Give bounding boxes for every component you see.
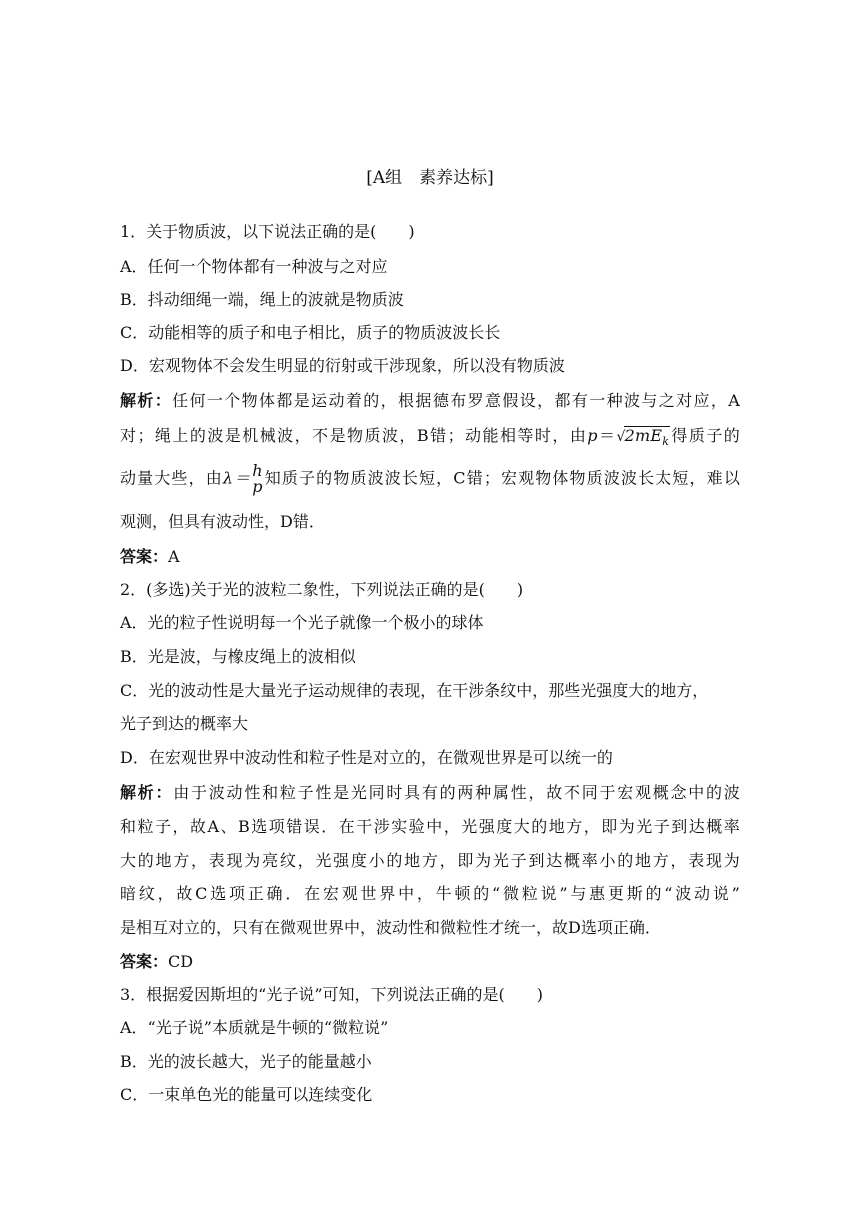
q2-option-d: D．在宏观世界中波动性和粒子性是对立的，在微观世界是可以统一的 [120,748,613,767]
q2-analysis-label: 解析： [120,783,174,802]
q1-analysis-line-2: 对；绳上的波是机械波，不是物质波，B错；动能相等时，由$p=√2mE_k$得质子的 [120,424,740,451]
h-over-p-fraction: h p [252,461,263,496]
q1-stem: 1．关于物质波，以下说法正确的是( ) [120,222,415,241]
q1-option-d: D．宏观物体不会发生明显的衍射或干涉现象，所以没有物质波 [120,356,565,375]
momentum-symbol: p [587,426,598,445]
q3-stem: 3．根据爱因斯坦的“光子说”可知，下列说法正确的是( ) [120,985,544,1004]
q2-option-c-cont: 光子到达的概率大 [120,714,249,733]
sqrt-sign: √ [616,429,626,445]
q1-analysis-label: 解析： [120,391,173,410]
q2-option-b: B．光是波，与橡皮绳上的波相似 [120,647,356,666]
q2-analysis-line-5: 是相互对立的，只有在微观世界中，波动性和微粒性才统一，故D选项正确． [120,918,661,937]
q1-analysis-line-1: 解析：任何一个物体都是运动着的，根据德布罗意假设，都有一种波与之对应，A [120,391,740,410]
q1-answer-label: 答案： [120,547,169,566]
q2-analysis-line-1: 解析：由于波动性和粒子性是光同时具有的两种属性，故不同于宏观概念中的波 [120,783,740,802]
q1-analysis-line-3: 动量大些，由λ＝ h p 知质子的物质波波长短，C错；宏观物体物质波波长太短，难以 [120,461,741,496]
q2-stem: 2．(多选)关于光的波粒二象性，下列说法正确的是( ) [120,580,524,599]
q2-analysis-line-3: 大的地方，表现为亮纹，光强度小的地方，即为光子到达概率小的地方，表现为 [120,851,740,870]
q1-answer [120,545,740,569]
q1-analysis-line-4: 观测，但具有波动性，D错． [120,512,325,531]
q2-answer-label: 答案： [120,952,169,971]
q1-option-c: C．动能相等的质子和电子相比，质子的物质波波长长 [120,323,501,342]
wavelength-symbol: λ＝ [222,468,252,488]
q2-analysis-line-2: 和粒子，故A、B选项错误．在干涉实验中，光强度大的地方，即为光子到达概率 [120,817,740,836]
q1-option-b: B．抖动细绳一端，绳上的波就是物质波 [120,290,404,309]
q2-answer [120,950,740,974]
q2-option-c: C．光的波动性是大量光子运动规律的表现，在干涉条纹中，那些光强度大的地方， [120,681,709,700]
q3-option-c: C．一束单色光的能量可以连续变化 [120,1085,373,1104]
q3-option-b: B．光的波长越大，光子的能量越小 [120,1052,372,1071]
q1-answer-value: A [168,547,180,566]
q2-analysis-line-4: 暗纹，故C选项正确．在宏观世界中，牛顿的“微粒说”与惠更斯的“波动说” [120,884,740,903]
sqrt-expression: $2mE_k$ [624,426,671,451]
q2-answer-value: CD [168,952,194,971]
q1-option-a: A．任何一个物体都有一种波与之对应 [120,257,388,276]
section-title: [A组 素养达标] [366,168,494,188]
q3-option-a: A．“光子说”本质就是牛顿的“微粒说” [120,1018,389,1037]
q2-option-a: A．光的粒子性说明每一个光子就像一个极小的球体 [120,613,484,632]
